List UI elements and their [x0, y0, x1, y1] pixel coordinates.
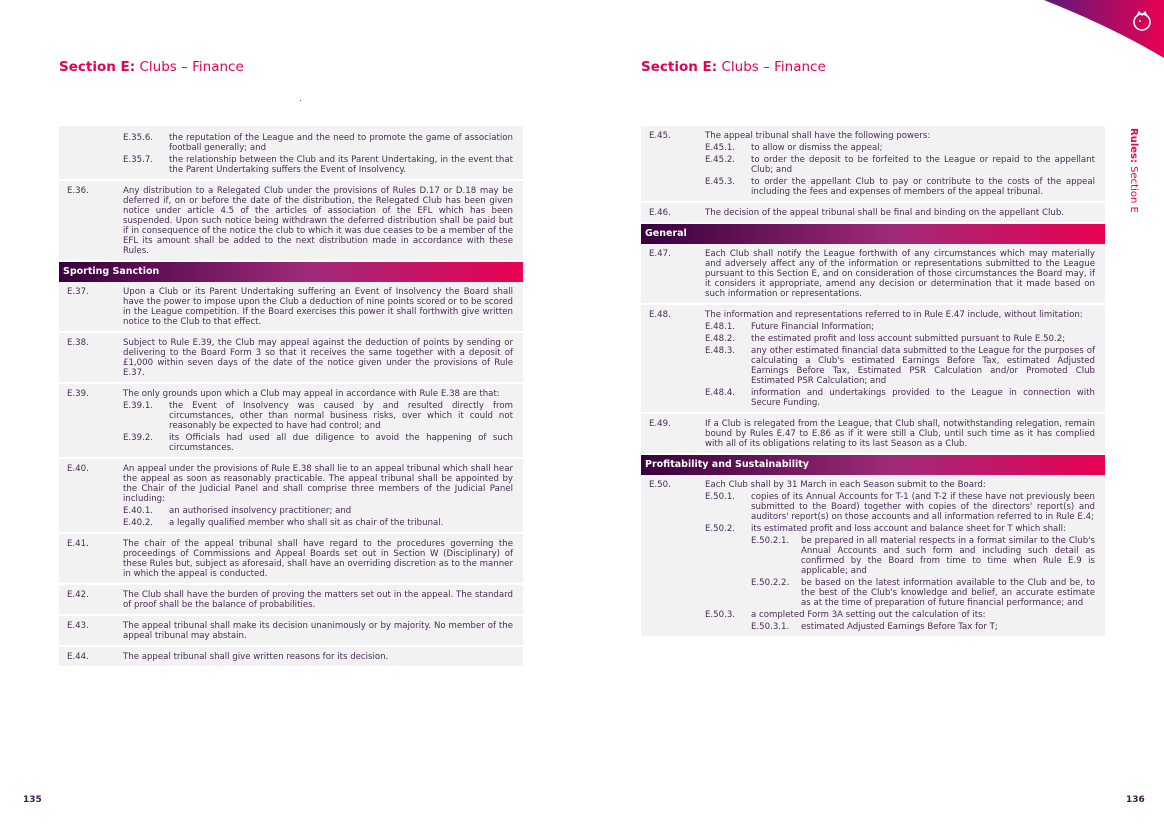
rule-row: [641, 305, 1105, 414]
sub-rule-body: [751, 388, 1095, 408]
rule-body: [123, 287, 513, 327]
sub-rule-body: [169, 133, 513, 153]
sub-rule-body: [751, 492, 1095, 522]
sub-sub-rule: [751, 622, 1095, 632]
rule-body: [123, 131, 513, 175]
sub-rule-text: the relationship between the Club and its Parent Undertaking, in the event that the Parent Undertaking suffers the Event of Insolvency.: [169, 155, 513, 175]
rule-text: The appeal tribunal shall make its decision unanimously or by majority. No member of the appeal tribunal may abstain.: [123, 621, 513, 641]
rule-body: [123, 590, 513, 610]
sub-rule-text: to order the appellant Club to pay or contribute to the costs of the appeal including the fees and expenses of members of the appeal tribunal.: [751, 177, 1095, 197]
sub-rule-number: E.45.3.: [705, 177, 736, 187]
sub-rule-body: [169, 401, 513, 431]
rule-body: [705, 208, 1095, 218]
sub-rule-body: [751, 177, 1095, 197]
rule-text: Each Club shall notify the League forthwith of any circumstances which may materially and adversely affect any of the information or representations submitted to the League pursuant to this Section E, and on consideration of those circumstances the Board may, if it considers it appropriate, amend any decision or determination that it made based on such information or representations.: [705, 249, 1095, 299]
rule-number: E.49.: [649, 419, 671, 429]
sub-rule-number: E.48.1.: [705, 322, 736, 332]
rule-row: [641, 126, 1105, 203]
sub-rule-number: E.48.2.: [705, 334, 736, 344]
rule-number: E.40.: [67, 464, 89, 474]
rule-number: E.47.: [649, 249, 671, 259]
rule-number: E.48.: [649, 310, 671, 320]
sub-rule-number: E.45.1.: [705, 143, 736, 153]
rule-number: E.44.: [67, 652, 89, 662]
sub-rule-text: information and undertakings provided to the League in connection with Secure Funding.: [751, 388, 1095, 408]
rule-row: [59, 585, 523, 616]
rule-row: [59, 459, 523, 534]
rule-row: [59, 616, 523, 647]
sub-rule: [705, 334, 1095, 344]
rule-body: [123, 389, 513, 453]
sub-rule-number: E.35.6.: [123, 133, 154, 143]
rule-body: [705, 310, 1095, 408]
rule-body: [705, 249, 1095, 299]
sub-rule-text: the estimated profit and loss account submitted pursuant to Rule E.50.2;: [751, 334, 1066, 344]
sub-rule: [705, 346, 1095, 386]
stray-dot: [300, 100, 301, 101]
sub-rule-number: E.39.2.: [123, 433, 154, 443]
rule-row: [641, 203, 1105, 224]
rule-number: E.46.: [649, 208, 671, 218]
corner-swoosh: [1004, 0, 1164, 70]
sub-rule: [123, 433, 513, 453]
page-number-left: 135: [23, 795, 42, 805]
rule-text: The information and representations referred to in Rule E.47 include, without limitation:: [705, 310, 1083, 320]
rule-row: [59, 647, 523, 668]
rule-body: [123, 621, 513, 641]
rule-row: [59, 333, 523, 384]
rule-text: The appeal tribunal shall have the following powers:: [705, 131, 931, 141]
rule-row: [641, 414, 1105, 455]
side-tab-rules-section: Rules: Section E: [1128, 128, 1139, 213]
sub-rule-text: the Event of Insolvency was caused by and resulted directly from circumstances, other than normal business risks, over which it could not reasonably be expected to have had control; and: [169, 401, 513, 431]
sub-rule-number: E.50.3.: [705, 610, 736, 620]
sub-rule-number: E.40.2.: [123, 518, 154, 528]
rule-body: [123, 338, 513, 378]
sub-sub-rule: [751, 578, 1095, 608]
sub-sub-rule-text: be prepared in all material respects in a format similar to the Club's Annual Accounts and such form and including such detail as confirmed by the Board from time to time when Rule E.9 is applicable; and: [801, 536, 1095, 576]
sub-rule: [705, 610, 1095, 632]
rule-text: Each Club shall by 31 March in each Season submit to the Board:: [705, 480, 986, 490]
page-number-right: 136: [1126, 795, 1145, 805]
sub-rule-number: E.48.4.: [705, 388, 736, 398]
rule-number: E.45.: [649, 131, 671, 141]
rule-row: [59, 534, 523, 585]
sub-rule: [705, 177, 1095, 197]
sub-rule-body: [169, 506, 513, 516]
sub-rule-body: [169, 518, 513, 528]
rule-number: E.39.: [67, 389, 89, 399]
sub-rule-text: copies of its Annual Accounts for T-1 (and T-2 if these have not previously been submitted to the Board) together with copies of the directors' report(s) and auditors' report(s) on those accounts and all information referred to in Rule E.4;: [751, 492, 1095, 522]
rule-text: If a Club is relegated from the League, that Club shall, notwithstanding relegation, remain bound by Rules E.47 to E.86 as if it were still a Club, until such time as it has complied with all of its obligations relating to its last Season as a Club.: [705, 419, 1095, 449]
sub-rule-body: [169, 155, 513, 175]
sub-rule-text: to allow or dismiss the appeal;: [751, 143, 883, 153]
sub-rule-number: E.50.1.: [705, 492, 736, 502]
sub-rule-text: a legally qualified member who shall sit as chair of the tribunal.: [169, 518, 444, 528]
rule-row: [59, 126, 523, 181]
rule-text: An appeal under the provisions of Rule E.38 shall lie to an appeal tribunal which shall hear the appeal as soon as reasonably practicable. The appeal tribunal shall be appointed by the Chair of the Judicial Panel and shall comprise three members of the Judicial Panel including:: [123, 464, 513, 504]
sub-rule-body: [751, 524, 1095, 608]
rules-column-right: [641, 126, 1105, 638]
sub-rule: [123, 155, 513, 175]
section-title-left: Section E: Clubs – Finance: [59, 59, 244, 75]
rule-row: [59, 282, 523, 333]
rule-row: [59, 384, 523, 459]
sub-rule-body: [169, 433, 513, 453]
sub-rule: [705, 322, 1095, 332]
rule-body: [123, 539, 513, 579]
sub-rule-body: [751, 322, 1095, 332]
rule-number: E.36.: [67, 186, 89, 196]
rule-row: [641, 475, 1105, 638]
sub-rule: [123, 133, 513, 153]
sub-rule-text: any other estimated financial data submitted to the League for the purposes of calculating a Club's estimated Earnings Before Tax, estimated Adjusted Earnings Before Tax, Estimated PSR Calculation and/or Promoted Club Estimated PSR Calculation; and: [751, 346, 1095, 386]
sub-rule-body: [751, 143, 1095, 153]
rule-row: [641, 244, 1105, 305]
rule-body: [705, 480, 1095, 632]
sub-sub-rule-text: be based on the latest information available to the Club and be, to the best of the Club's knowledge and belief, an accurate estimate as at the time of preparation of future financial performance; and: [801, 578, 1095, 608]
sub-rule-text: a completed Form 3A setting out the calculation of its:: [751, 610, 986, 620]
sub-rule-text: Future Financial Information;: [751, 322, 875, 332]
sub-rule: [705, 388, 1095, 408]
sub-sub-rule: [751, 536, 1095, 576]
rule-body: [705, 131, 1095, 197]
sub-rule-text: its Officials had used all due diligence to avoid the happening of such circumstances.: [169, 433, 513, 453]
sub-sub-rule-text: estimated Adjusted Earnings Before Tax for T;: [801, 622, 998, 632]
sub-rule-text: to order the deposit to be forfeited to the League or repaid to the appellant Club; and: [751, 155, 1095, 175]
rule-number: E.38.: [67, 338, 89, 348]
rule-body: [705, 419, 1095, 449]
sub-rule: [123, 401, 513, 431]
rule-text: The appeal tribunal shall give written reasons for its decision.: [123, 652, 389, 662]
rule-number: E.41.: [67, 539, 89, 549]
section-heading: Profitability and Sustainability: [641, 455, 1105, 475]
rule-number: [67, 131, 123, 175]
rule-text: Subject to Rule E.39, the Club may appeal against the deduction of points by sending or delivering to the Board Form 3 so that it receives the same together with a deposit of £1,000 within seven days of the date of the notice given under the provisions of Rule E.37.: [123, 338, 513, 378]
sub-rule-number: E.35.7.: [123, 155, 154, 165]
rule-body: [123, 464, 513, 528]
rule-number: E.37.: [67, 287, 89, 297]
rule-row: [59, 181, 523, 262]
sub-rule-body: [751, 155, 1095, 175]
rule-body: [123, 652, 513, 662]
sub-rule-text: an authorised insolvency practitioner; and: [169, 506, 352, 516]
sub-rule: [705, 143, 1095, 153]
sub-rule: [705, 524, 1095, 608]
rule-number: E.42.: [67, 590, 89, 600]
sub-sub-rule-number: E.50.2.2.: [751, 578, 790, 588]
rule-text: The chair of the appeal tribunal shall have regard to the procedures governing the proceedings of Commissions and Appeal Boards set out in Section W (Disciplinary) of these Rules but, subject as aforesaid, shall have an overriding discretion as to the manner in which the appeal is conducted.: [123, 539, 513, 579]
section-heading: Sporting Sanction: [59, 262, 523, 282]
rules-column-left: [59, 126, 523, 668]
rule-text: Any distribution to a Relegated Club under the provisions of Rules D.17 or D.18 may be deferred if, on or before the date of the distribution, the Relegated Club has been given notice under article 4.5 of the articles of association of the EFL which has been suspended. Upon such notice being withdrawn the deferred distribution shall be paid but if in consequence of the notice the club to which it was due ceases to be a member of the EFL its amount shall be added to the next distribution made in accordance with these Rules.: [123, 186, 513, 256]
sub-rule-body: [751, 334, 1095, 344]
rule-text: The only grounds upon which a Club may appeal in accordance with Rule E.38 are that:: [123, 389, 500, 399]
section-heading: General: [641, 224, 1105, 244]
sub-rule: [705, 492, 1095, 522]
rule-body: [123, 186, 513, 256]
sub-rule-number: E.40.1.: [123, 506, 154, 516]
section-title-right: Section E: Clubs – Finance: [641, 59, 826, 75]
rule-text: The decision of the appeal tribunal shall be final and binding on the appellant Club.: [705, 208, 1065, 218]
sub-rule-number: E.50.2.: [705, 524, 736, 534]
sub-rule-number: E.39.1.: [123, 401, 154, 411]
rule-text: Upon a Club or its Parent Undertaking suffering an Event of Insolvency the Board shall have the power to impose upon the Club a deduction of nine points scored or to be scored in the League competition. If the Board exercises this power it shall forthwith give written notice to the Club to that effect.: [123, 287, 513, 327]
sub-rule: [705, 155, 1095, 175]
sub-rule-text: the reputation of the League and the need to promote the game of association football generally; and: [169, 133, 513, 153]
sub-sub-rule-number: E.50.2.1.: [751, 536, 790, 546]
sub-rule: [123, 506, 513, 516]
sub-rule: [123, 518, 513, 528]
sub-rule-number: E.45.2.: [705, 155, 736, 165]
sub-sub-rule-number: E.50.3.1.: [751, 622, 790, 632]
rule-number: E.50.: [649, 480, 671, 490]
sub-rule-body: [751, 610, 1095, 632]
sub-rule-body: [751, 346, 1095, 386]
sub-rule-text: its estimated profit and loss account and balance sheet for T which shall:: [751, 524, 1066, 534]
sub-rule-number: E.48.3.: [705, 346, 736, 356]
rule-number: E.43.: [67, 621, 89, 631]
rule-text: The Club shall have the burden of proving the matters set out in the appeal. The standard of proof shall be the balance of probabilities.: [123, 590, 513, 610]
